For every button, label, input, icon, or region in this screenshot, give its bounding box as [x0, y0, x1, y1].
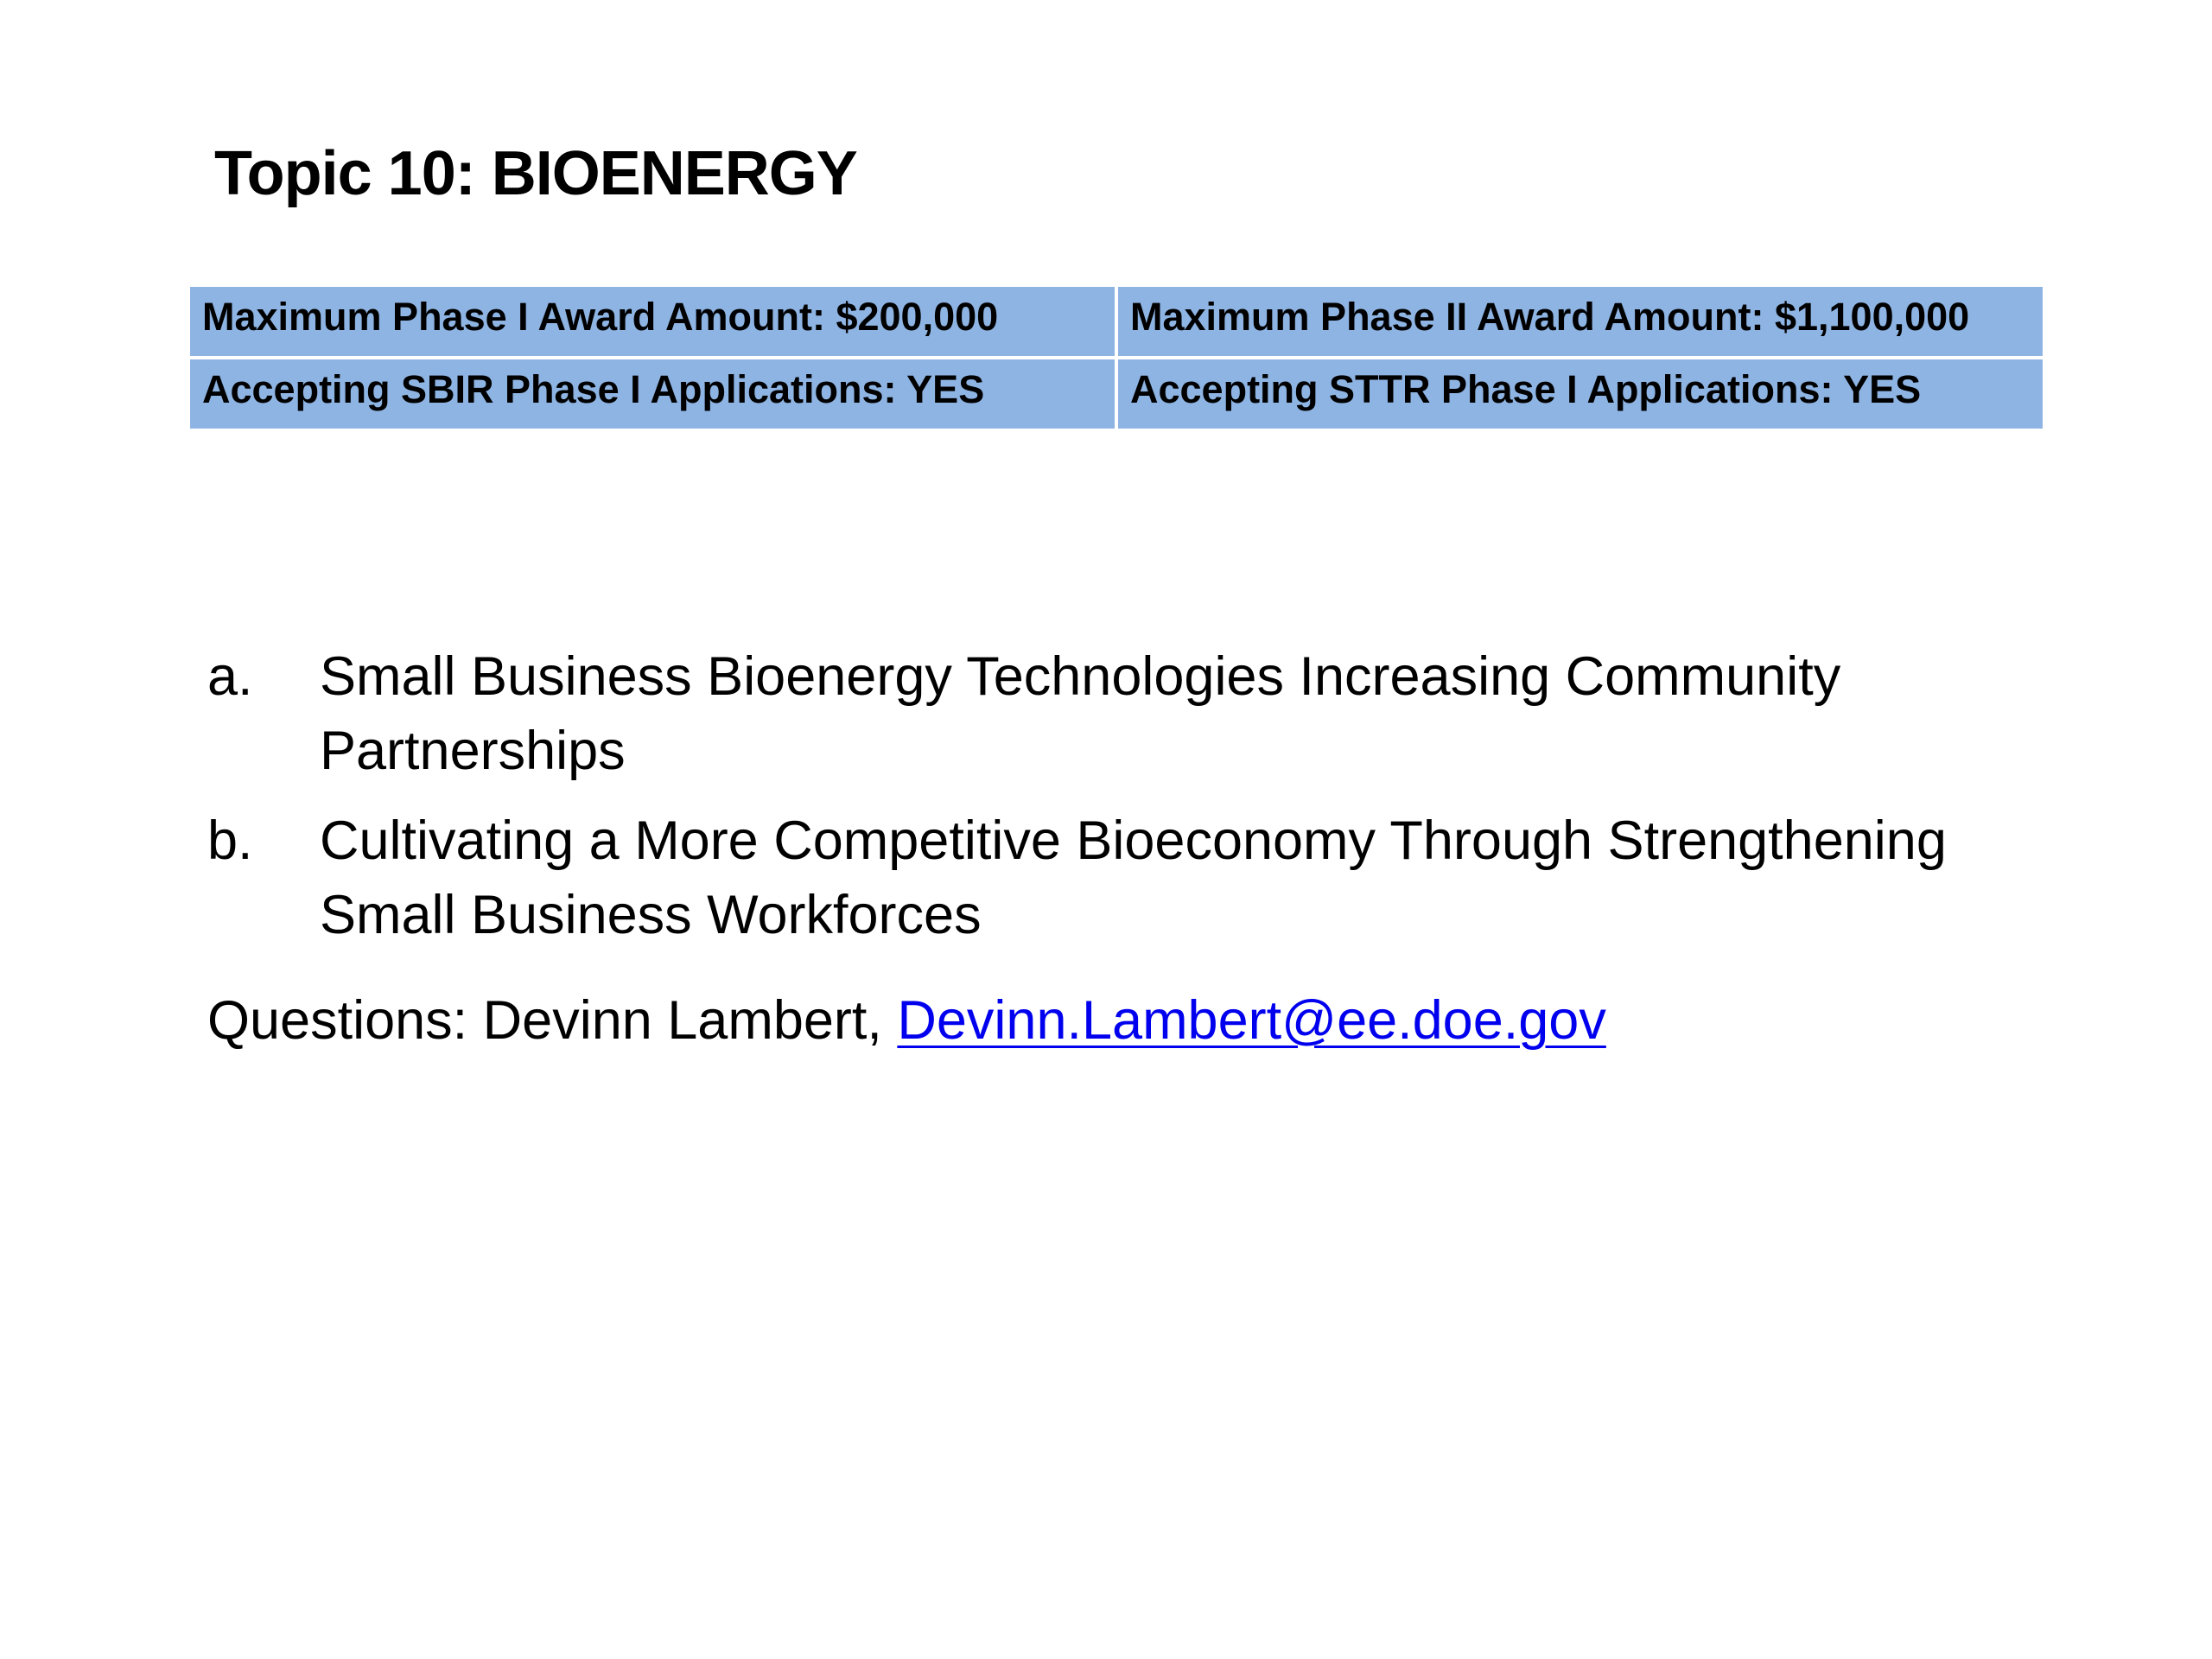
- phase-1-award-cell: Maximum Phase I Award Amount: $200,000: [188, 285, 1116, 358]
- table-row: [188, 285, 2044, 358]
- questions-line: [207, 983, 1606, 1058]
- sbir-applications-cell: Accepting SBIR Phase I Applications: YES: [188, 358, 1116, 430]
- page-title: Topic 10: BIOENERGY: [214, 139, 857, 208]
- award-info-table: [187, 283, 2046, 432]
- questions-prefix: Questions: Devinn Lambert,: [207, 990, 898, 1051]
- contact-email-link[interactable]: Devinn.Lambert@ee.doe.gov: [897, 990, 1606, 1051]
- list-item: [207, 804, 2065, 952]
- subtopic-list: [207, 639, 2065, 968]
- phase-2-award-cell: Maximum Phase II Award Amount: $1,100,000: [1116, 285, 2044, 358]
- list-item: [207, 639, 2065, 788]
- table-row: [188, 358, 2044, 430]
- list-item-letter: b.: [207, 810, 253, 871]
- list-item-text: Cultivating a More Competitive Bioeconomy Through Strengthening Small Business Workforces: [320, 810, 1947, 945]
- sttr-applications-cell: Accepting STTR Phase I Applications: YES: [1116, 358, 2044, 430]
- list-item-letter: a.: [207, 646, 253, 707]
- list-item-text: Small Business Bioenergy Technologies Increasing Community Partnerships: [320, 646, 1841, 781]
